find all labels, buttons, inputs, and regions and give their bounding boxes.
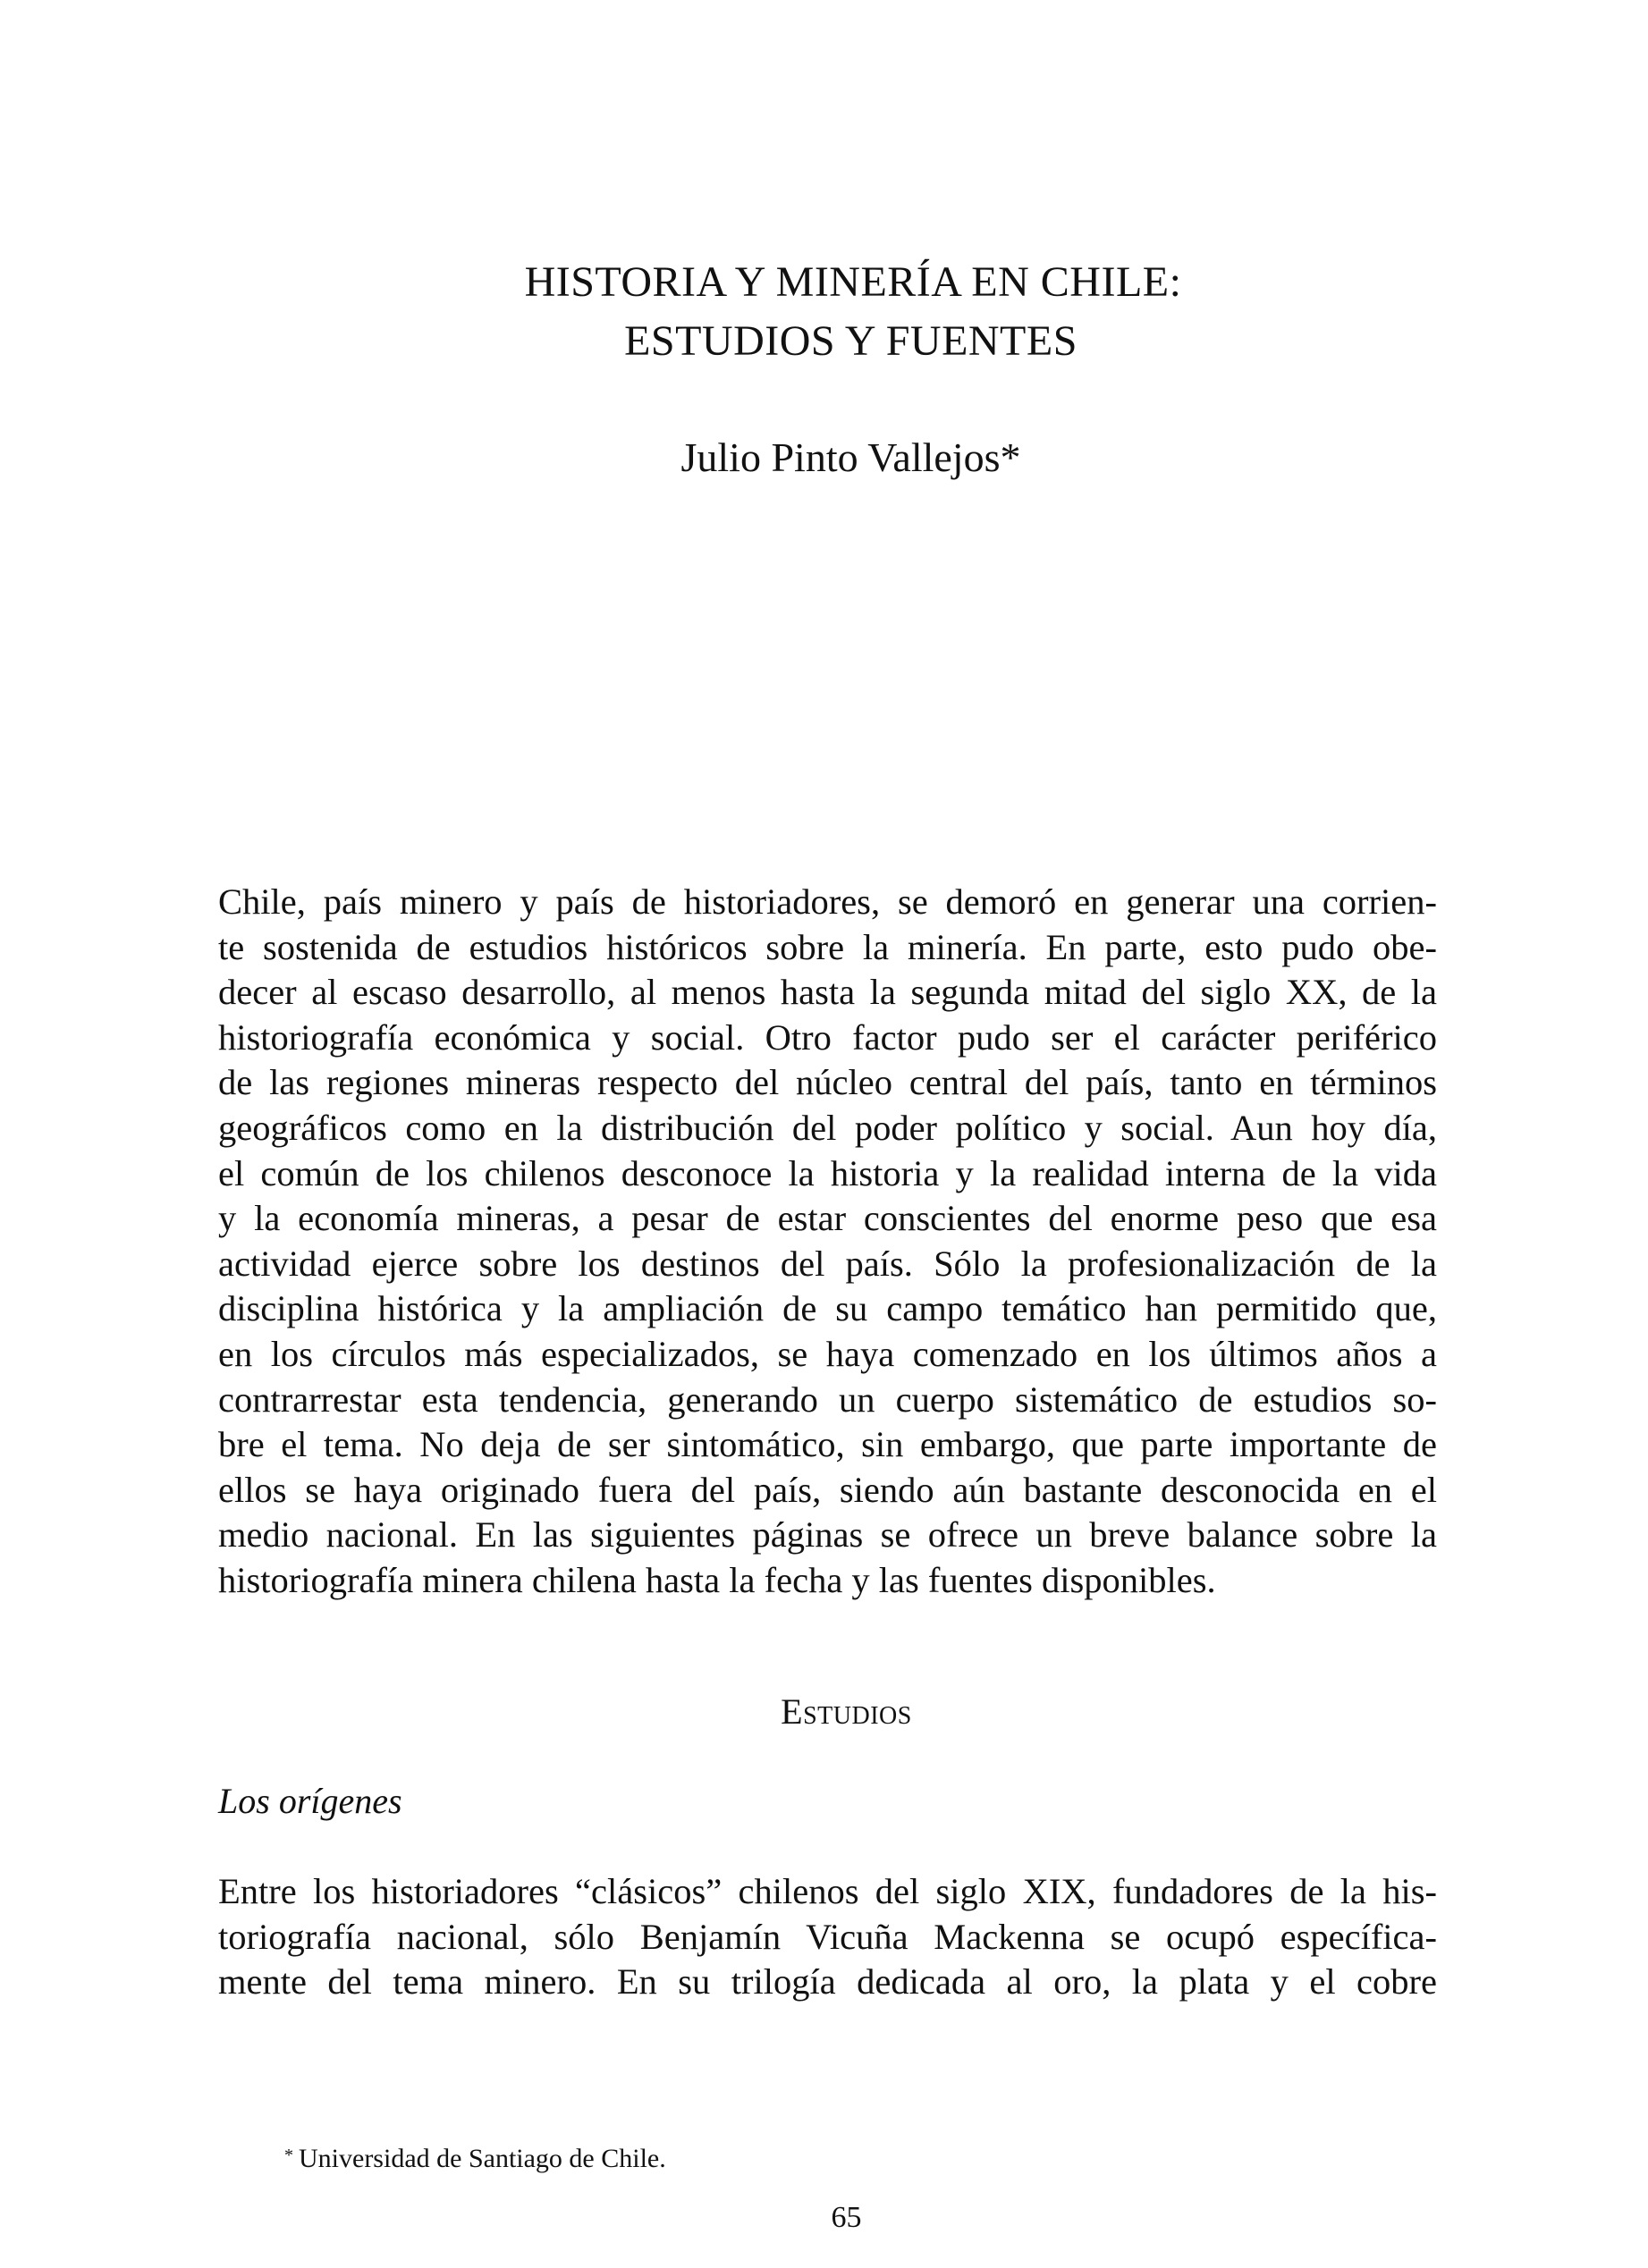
- text-line: disciplina histórica y la ampliación de su campo temático han permitido que,: [218, 1288, 1437, 1329]
- author-name: Julio Pinto Vallejos*: [680, 434, 1021, 480]
- text-line: de las regiones mineras respecto del núcleo central del país, tanto en términos: [218, 1062, 1437, 1103]
- text-line: medio nacional. En las siguientes páginas se ofrece un breve balance sobre la: [218, 1514, 1437, 1556]
- text-line: historiografía minera chilena hasta la fecha y las fuentes disponibles.: [218, 1559, 1216, 1600]
- body-paragraph: [218, 1869, 1437, 2005]
- text-line: decer al escaso desarrollo, al menos hasta la segunda mitad del siglo XX, de la: [218, 972, 1437, 1013]
- text-line: y la economía mineras, a pesar de estar conscientes del enorme peso que esa: [218, 1198, 1437, 1239]
- text-line: ellos se haya originado fuera del país, siendo aún bastante desconocida en el: [218, 1469, 1437, 1510]
- footnote: [284, 2142, 666, 2176]
- text-line: geográficos como en la distribución del poder político y social. Aun hoy día,: [218, 1107, 1437, 1148]
- intro-paragraph: [218, 880, 1437, 1604]
- text-line: toriografía nacional, sólo Benjamín Vicuña Mackenna se ocupó específica-: [218, 1916, 1437, 1957]
- subsection-heading: Los orígenes: [218, 1781, 402, 1821]
- text-line: en los círculos más especializados, se haya comenzado en los últimos años a: [218, 1333, 1437, 1374]
- text-line: Entre los historiadores “clásicos” chilenos del siglo XIX, fundadores de la his-: [218, 1871, 1437, 1911]
- article-title-line-1: HISTORIA Y MINERÍA EN CHILE:: [524, 258, 1182, 306]
- section-heading: Estudios: [781, 1691, 912, 1732]
- text-line: mente del tema minero. En su trilogía dedicada al oro, la plata y el cobre: [218, 1961, 1437, 2002]
- text-line: el común de los chilenos desconoce la historia y la realidad interna de la vida: [218, 1152, 1437, 1193]
- article-title-line-2: ESTUDIOS Y FUENTES: [624, 317, 1078, 365]
- footnote-marker: *: [284, 2146, 293, 2165]
- page-number: 65: [831, 2201, 862, 2234]
- footnote-text: Universidad de Santiago de Chile.: [299, 2144, 666, 2173]
- text-line: te sostenida de estudios históricos sobre la minería. En parte, esto pudo obe-: [218, 926, 1437, 967]
- text-line: actividad ejerce sobre los destinos del país. Sólo la profesionalización de la: [218, 1243, 1437, 1284]
- text-line: historiografía económica y social. Otro factor pudo ser el carácter periférico: [218, 1016, 1437, 1058]
- text-line: contrarrestar esta tendencia, generando un cuerpo sistemático de estudios so-: [218, 1379, 1437, 1420]
- text-line: Chile, país minero y país de historiadores, se demoró en generar una corrien-: [218, 881, 1437, 922]
- text-line: bre el tema. No deja de ser sintomático, sin embargo, que parte importante de: [218, 1424, 1437, 1465]
